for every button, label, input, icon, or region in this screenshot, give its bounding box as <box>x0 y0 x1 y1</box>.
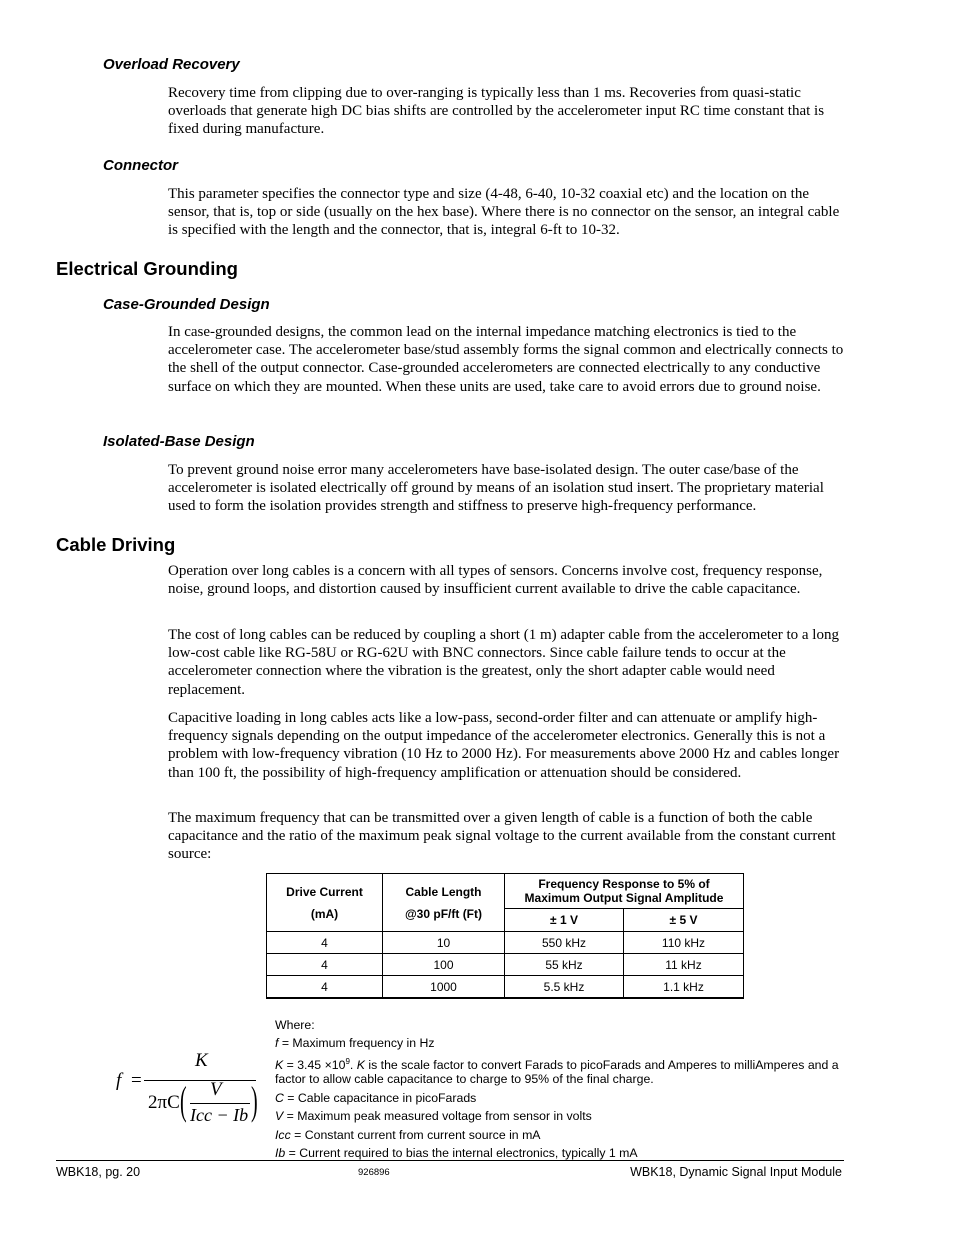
cell-cable-length: 100 <box>383 954 505 976</box>
legend-item: f = Maximum frequency in Hz <box>275 1036 435 1051</box>
heading-electrical-grounding: Electrical Grounding <box>56 258 238 279</box>
cell-5v: 11 kHz <box>624 954 744 976</box>
paragraph-case-grounded: In case-grounded designs, the common lead on the internal impedance matching electronics is tied to the accelerometer case. The accelerometer base/stud assembly forms the signal common and electrically connects to the shell of the output connector. Case-grounded accelerometers are connected electrically to any conductive surface on which they are mounted. When these units are used, take care to avoid errors due to ground noise. <box>168 324 844 395</box>
paragraph-connector: This parameter specifies the connector type and size (4-48, 6-40, 10-32 coaxial etc) and the location on the sensor, that is, top or side (usually on the hex base). Where there is no connector on the sensor, an integral cable is specified with the length and the connector, that is, integral 6-ft to 10-32. <box>168 186 840 239</box>
legend-item: V = Maximum peak measured voltage from sensor in volts <box>275 1109 592 1124</box>
cell-drive-current: 4 <box>267 954 383 976</box>
legend-item: $K = 3.45 \times 10^9$. K is the scale factor to convert Farads to picoFarads and Amperes to milliAmperes and a factor to allow cable capacitance to charge to 95% of the final charge. <box>275 1056 839 1086</box>
formula-equals: = <box>131 1070 142 1091</box>
formula-k: K <box>195 1050 208 1071</box>
footer-doc-number: 926896 <box>358 1167 390 1178</box>
formula-f: f <box>116 1070 122 1091</box>
formula-left-paren: ( <box>180 1078 187 1123</box>
cell-drive-current: 4 <box>267 976 383 999</box>
legend-item: C = Cable capacitance in picoFarads <box>275 1090 477 1105</box>
formula-2pi-c: 2πC <box>148 1092 180 1113</box>
footer-page-number: WBK18, pg. 20 <box>56 1165 141 1179</box>
heading-case-grounded: Case-Grounded Design <box>103 296 270 313</box>
frequency-response-table <box>266 873 744 999</box>
formula-inner-bar <box>190 1103 250 1104</box>
heading-cable-driving: Cable Driving <box>56 534 176 555</box>
paragraph-cable-1: Operation over long cables is a concern with all types of sensors. Concerns involve cost, frequency response, noise, ground loops, and distortion caused by insufficient current available to drive the cable capacitance. <box>168 563 823 598</box>
table-row <box>267 932 744 954</box>
header-drive-current: Drive Current (mA) <box>267 874 383 932</box>
header-5v: ± 5 V <box>624 909 744 932</box>
cell-1v: 55 kHz <box>505 954 624 976</box>
cell-5v: 110 kHz <box>624 932 744 954</box>
legend-title: Where: <box>275 1018 315 1032</box>
page-footer <box>56 1160 844 1179</box>
table-row <box>267 976 744 999</box>
paragraph-cable-4: The maximum frequency that can be transmitted over a given length of cable is a function of both the cable capacitance and the ratio of the maximum peak signal voltage to the current available from the constant current source: <box>168 810 836 863</box>
formula-denominator: Icc − Ib <box>190 1105 249 1125</box>
cell-1v: 5.5 kHz <box>505 976 624 999</box>
formula-right-paren: ) <box>251 1078 258 1123</box>
cell-cable-length: 1000 <box>383 976 505 999</box>
footer-title: WBK18, Dynamic Signal Input Module <box>630 1165 842 1179</box>
formula-v: V <box>210 1079 222 1100</box>
paragraph-cable-3: Capacitive loading in long cables acts like a low-pass, second-order filter and can attenuate or amplify high-frequency signals depending on the output impedance of the accelerometer electronics. Generally this is not a problem with low-frequency vibration (10 Hz to 2000 Hz). For measurements above 2000 Hz and cables longer than 100 ft, the possibility of high-frequency amplification or attenuation should be considered. <box>168 710 840 781</box>
legend-item: Icc = Constant current from current source in mA <box>275 1127 541 1142</box>
frequency-formula <box>112 1050 262 1130</box>
header-frequency-response: Frequency Response to 5% of Maximum Output Signal Amplitude <box>505 874 744 909</box>
header-1v: ± 1 V <box>505 909 624 932</box>
heading-connector: Connector <box>103 157 178 174</box>
paragraph-cable-2: The cost of long cables can be reduced by coupling a short (1 m) adapter cable from the accelerometer to a long low-cost cable like RG-58U or RG-62U with BNC connectors. Since cable failure tends to occur at the accelerometer connection where the vibration is the greatest, only the short adapter cable would need replacement. <box>168 627 839 698</box>
legend-item: Ib = Current required to bias the internal electronics, typically 1 mA <box>275 1146 638 1161</box>
paragraph-isolated-base: To prevent ground noise error many accelerometers have base-isolated design. The outer case/base of the accelerometer is isolated electrically off ground by means of an isolation stud insert. The proprietary material used to form the isolation provides strength and stiffness to preserve high-frequency performance. <box>168 462 824 515</box>
paragraph-overload-recovery: Recovery time from clipping due to over-ranging is typically less than 1 ms. Recoveries from quasi-static overloads that generate high DC bias shifts are controlled by the accelerometer input RC time constant that is fixed during manufacture. <box>168 85 825 138</box>
heading-isolated-base: Isolated-Base Design <box>103 433 255 450</box>
formula-legend <box>275 1016 845 1163</box>
cell-cable-length: 10 <box>383 932 505 954</box>
heading-overload-recovery: Overload Recovery <box>103 56 240 73</box>
cell-drive-current: 4 <box>267 932 383 954</box>
cell-1v: 550 kHz <box>505 932 624 954</box>
header-cable-length: Cable Length @30 pF/ft (Ft) <box>383 874 505 932</box>
table-row <box>267 954 744 976</box>
cell-5v: 1.1 kHz <box>624 976 744 999</box>
formula-fraction-bar <box>144 1080 256 1081</box>
